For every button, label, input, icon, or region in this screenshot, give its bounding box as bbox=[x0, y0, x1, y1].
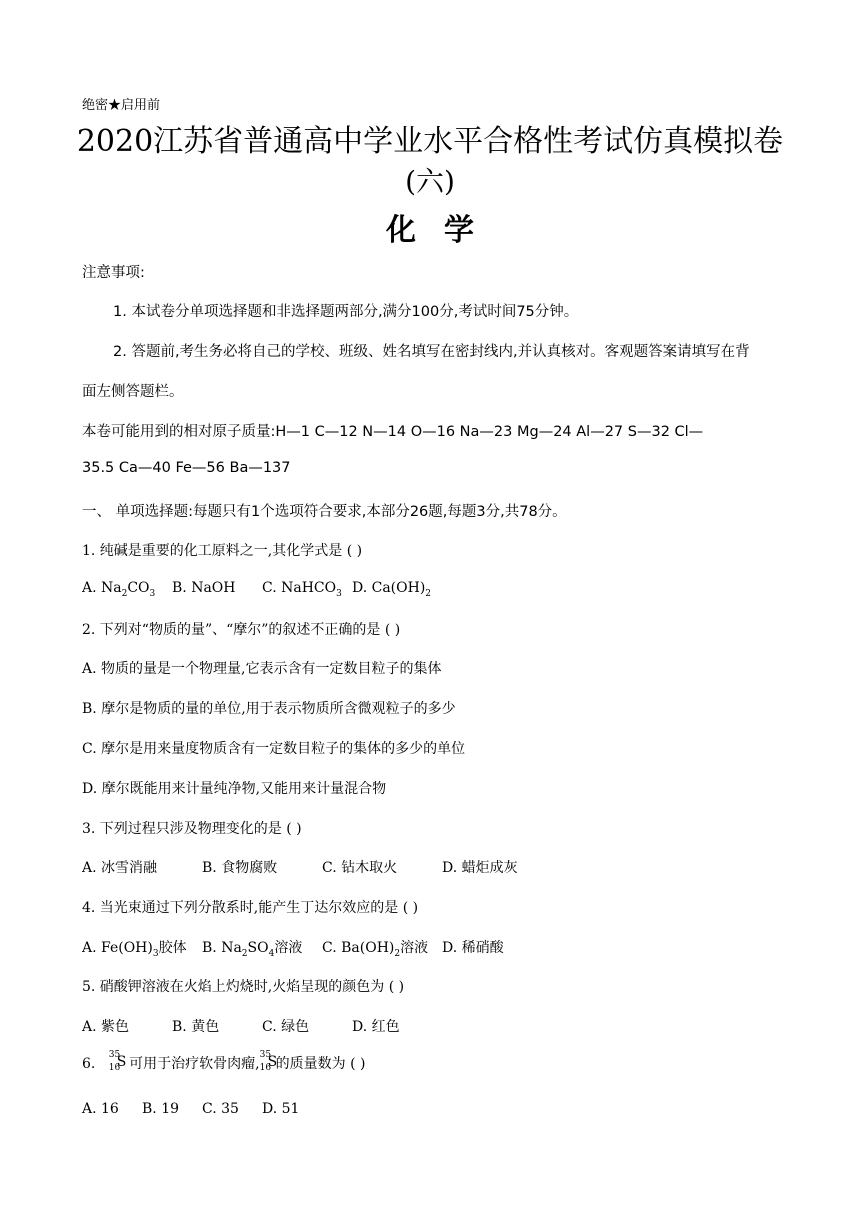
exam-title: 2020江苏省普通高中学业水平合格性考试仿真模拟卷 bbox=[76, 124, 784, 159]
question-6-option-c: C. 35 bbox=[202, 1101, 239, 1117]
question-2-option-a: A. 物质的量是一个物理量,它表示含有一定数目粒子的集体 bbox=[82, 661, 442, 677]
question-5-option-d: D. 红色 bbox=[352, 1019, 400, 1035]
question-3: 3. 下列过程只涉及物理变化的是 ( ) bbox=[82, 821, 302, 837]
atomic-masses-line-1: 本卷可能用到的相对原子质量:H—1 C—12 N—14 O—16 Na—23 Mg—24 Al—27 S—32 Cl— bbox=[82, 424, 704, 440]
question-1-option-b: B. NaOH bbox=[172, 580, 236, 596]
question-1: 1. 纯碱是重要的化工原料之一,其化学式是 ( ) bbox=[82, 543, 363, 559]
question-2: 2. 下列对“物质的量”、“摩尔”的叙述不正确的是 ( ) bbox=[82, 622, 401, 638]
question-6-option-d: D. 51 bbox=[262, 1101, 300, 1117]
question-1-option-c: C. NaHCO$_3$ bbox=[262, 580, 342, 599]
question-4-option-b: B. $Na_2SO_4$溶液 bbox=[202, 940, 303, 959]
notes-item-2: 2. 答题前,考生务必将自己的学校、班级、姓名填写在密封线内,并认真核对。客观题答案请填写在背 bbox=[113, 344, 750, 360]
question-4-option-c: C. $Ba(OH)_2$溶液 bbox=[322, 940, 429, 959]
question-3-option-d: D. 蜡炬成灰 bbox=[442, 860, 518, 876]
question-5: 5. 硝酸钾溶液在火焰上灼烧时,火焰呈现的颜色为 ( ) bbox=[82, 979, 405, 995]
question-2-option-b: B. 摩尔是物质的量的单位,用于表示物质所含微观粒子的多少 bbox=[82, 701, 456, 717]
section-heading: 一、 单项选择题:每题只有1个选项符合要求,本部分26题,每题3分,共78分。 bbox=[82, 504, 567, 520]
question-2-option-c: C. 摩尔是用来量度物质含有一定数目粒子的集体的多少的单位 bbox=[82, 741, 466, 757]
question-6: 6. 35 16 S 可用于治疗软骨肉瘤, 35 16 S 的质量数为 ( ) bbox=[82, 1050, 366, 1073]
notes-heading: 注意事项: bbox=[82, 265, 145, 281]
question-2-option-d: D. 摩尔既能用来计量纯净物,又能用来计量混合物 bbox=[82, 781, 387, 797]
question-4-option-a: A. $Fe(OH)_3$胶体 bbox=[82, 940, 187, 959]
question-3-option-a: A. 冰雪消融 bbox=[82, 860, 158, 876]
question-5-option-a: A. 紫色 bbox=[82, 1019, 130, 1035]
subject-title: 化学 bbox=[386, 213, 502, 248]
question-4: 4. 当光束通过下列分散系时,能产生丁达尔效应的是 ( ) bbox=[82, 900, 419, 916]
question-4-option-d: D. 稀硝酸 bbox=[442, 940, 504, 956]
question-3-option-b: B. 食物腐败 bbox=[202, 860, 278, 876]
question-6-option-b: B. 19 bbox=[142, 1101, 180, 1117]
atomic-masses-line-2: 35.5 Ca—40 Fe—56 Ba—137 bbox=[82, 460, 291, 476]
question-5-option-b: B. 黄色 bbox=[172, 1019, 220, 1035]
question-3-option-c: C. 钻木取火 bbox=[322, 860, 398, 876]
question-5-option-c: C. 绿色 bbox=[262, 1019, 310, 1035]
sulfur-isotope-notation-2: 35 16 S bbox=[259, 1050, 278, 1073]
question-1-option-a: A. $Na_2CO_3$ bbox=[82, 580, 156, 599]
notes-item-1: 1. 本试卷分单项选择题和非选择题两部分,满分100分,考试时间75分钟。 bbox=[113, 304, 579, 320]
exam-title-number: (六) bbox=[405, 165, 455, 198]
confidential-label: 绝密★启用前 bbox=[82, 98, 161, 113]
question-6-option-a: A. 16 bbox=[82, 1101, 119, 1117]
question-1-option-d: D. $Ca(OH)_2$ bbox=[352, 580, 432, 599]
sulfur-isotope-notation: 35 16 S bbox=[108, 1050, 127, 1073]
notes-item-2-continued: 面左侧答题栏。 bbox=[82, 384, 184, 400]
